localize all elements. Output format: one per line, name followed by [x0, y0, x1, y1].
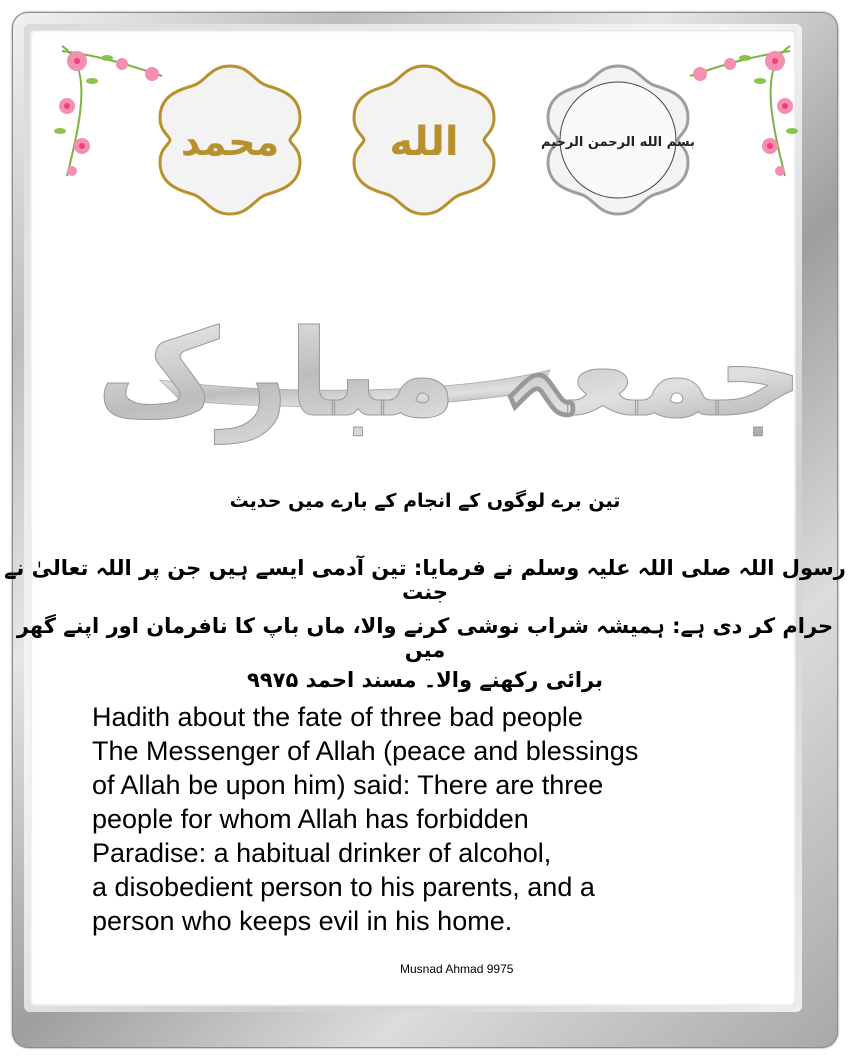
- english-line-7: person who keeps evil in his home.: [92, 906, 513, 936]
- urdu-line-2: حرام کر دی ہے: ہمیشہ شراب نوشی کرنے والا، ماں باپ کا نافرمان اور اپنے گھر میں: [16, 614, 834, 662]
- english-line-1: Hadith about the fate of three bad people: [92, 702, 583, 732]
- title-text: جمعہ مبارک: [96, 305, 804, 444]
- english-line-3: of Allah be upon him) said: There are three: [92, 770, 604, 800]
- bismillah-text: بسم الله الرحمن الرحيم: [541, 135, 695, 150]
- jumma-mubarak-title: [96, 260, 804, 490]
- english-hadith: [92, 700, 792, 938]
- reference-text: Musnad Ahmad 9975: [400, 962, 514, 976]
- flower-corner-right-icon: [680, 36, 800, 186]
- urdu-line-3: برائی رکھنے والا۔ مسند احمد ۹۹۷۵: [247, 668, 603, 692]
- english-line-5: Paradise: a habitual drinker of alcohol,: [92, 838, 552, 868]
- urdu-line-1: رسول اللہ صلی اللہ علیہ وسلم نے فرمایا: تین آدمی ایسے ہیں جن پر اللہ تعالیٰ نے جنت: [4, 556, 846, 604]
- english-line-6: a disobedient person to his parents, and a: [92, 872, 595, 902]
- bismillah-medallion-icon: [538, 60, 698, 220]
- english-line-2: The Messenger of Allah (peace and blessings: [92, 736, 639, 766]
- urdu-heading: تین برے لوگوں کے انجام کے بارے میں حدیث: [229, 490, 621, 512]
- english-line-4: people for whom Allah has forbidden: [92, 804, 529, 834]
- allah-medallion-icon: [344, 60, 504, 220]
- allah-text: الله: [389, 119, 459, 165]
- muhammad-text: محمد: [180, 120, 280, 164]
- muhammad-medallion-icon: [150, 60, 310, 220]
